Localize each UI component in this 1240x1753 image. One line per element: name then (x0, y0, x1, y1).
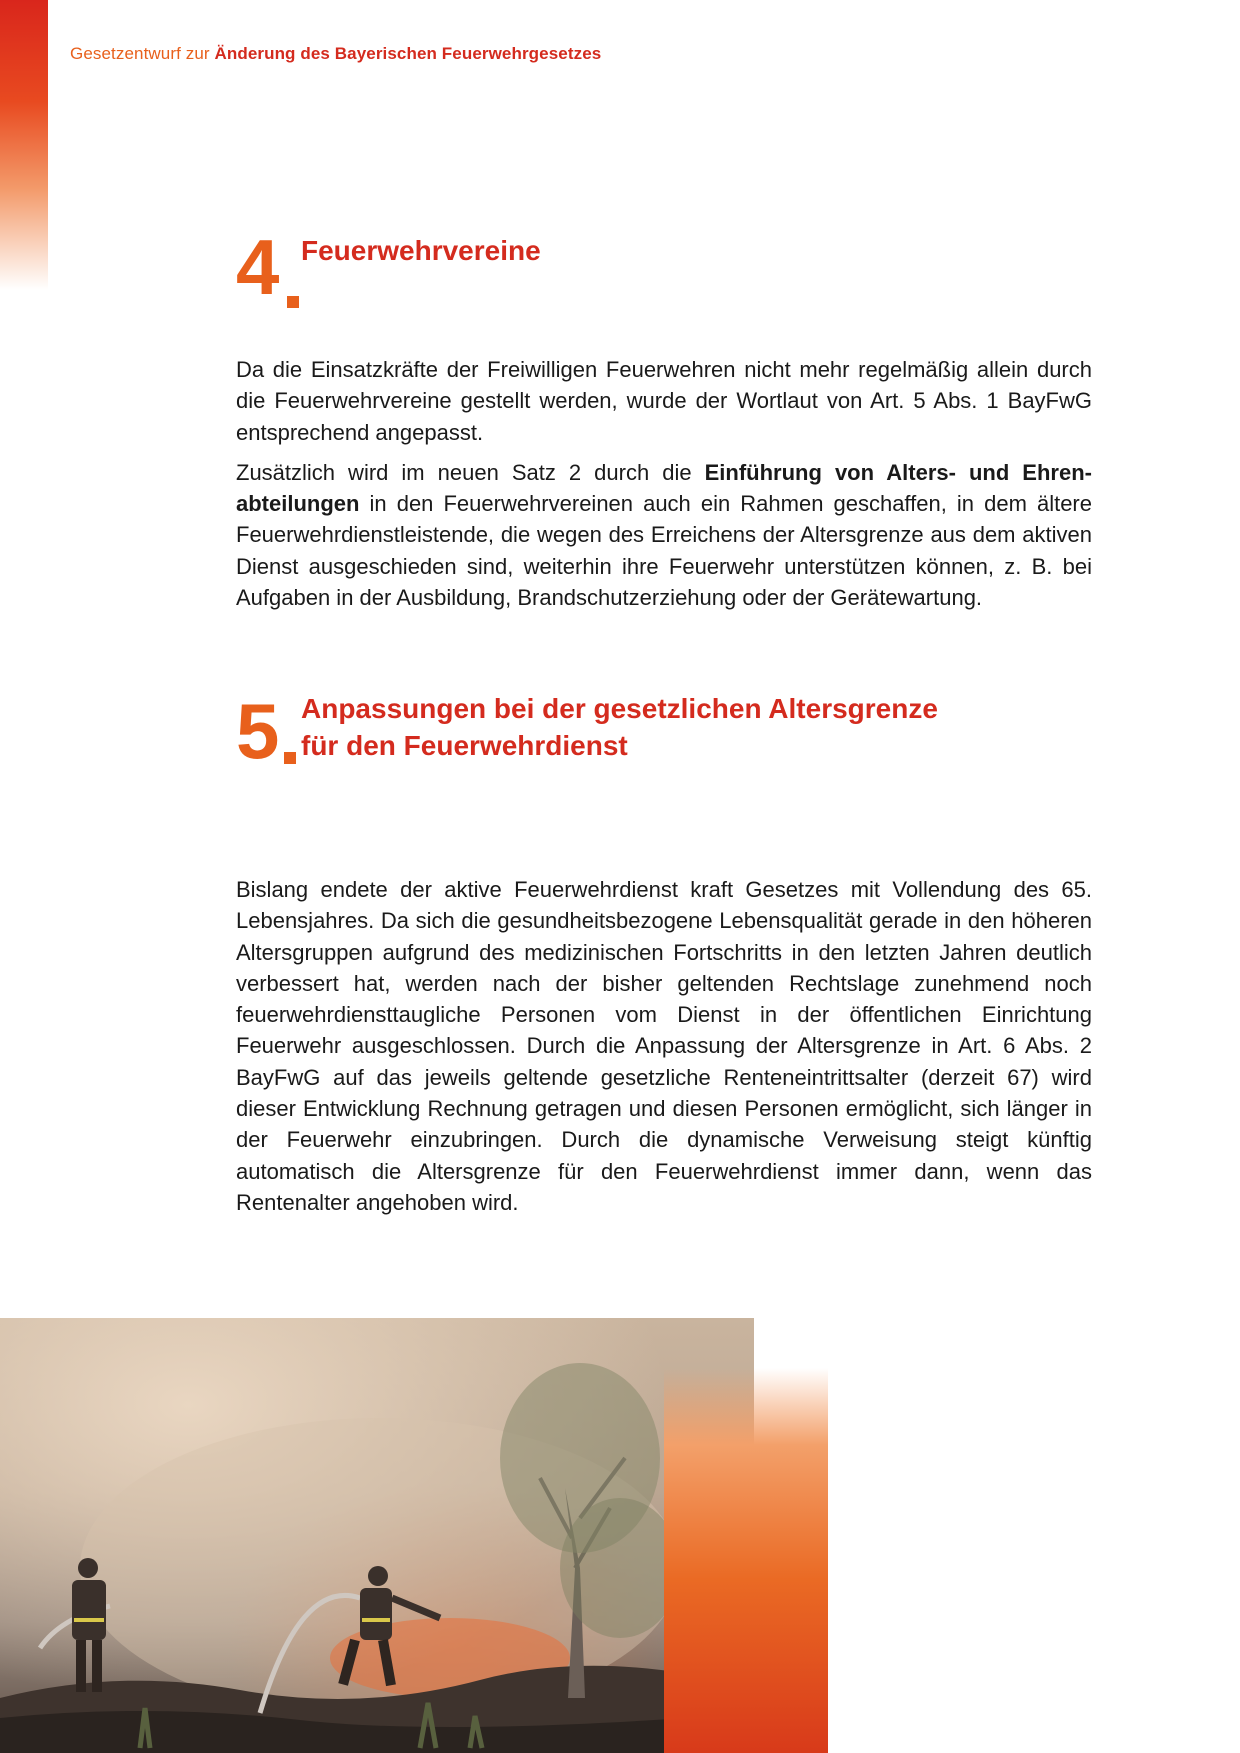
section-4-heading (236, 223, 1092, 311)
section-4 (236, 223, 1092, 622)
decorative-side-bar (0, 0, 48, 290)
section-5-title-line-1: Anpassungen bei der gesetzlichen Altersgrenze (301, 693, 938, 724)
section-5-dot (284, 752, 296, 764)
section-5-paragraph-1: Bislang endete der aktive Feuerwehrdienst kraft Gesetzes mit Vollendung des 65. Lebensjahres. Da sich die gesundheitsbezogene Lebensqualität gerade in den höheren Altersgruppen aufgrund des medizinischen Fortschritts in den letzten Jahren deutlich verbessert hat, werden nach der bisher geltenden Rechtslage zunehmend noch feuerwehrdiensttaugliche Personen vom Dienst in der öffentlichen Einrichtung Feuerwehr ausgeschlossen. Durch die Anpassung der Altersgrenze in Art. 6 Abs. 2 BayFwG auf das jeweils geltende gesetzliche Renteneintrittsalter (derzeit 67) wird dieser Entwicklung Rechnung getragen und diesen Personen ermöglicht, sich länger in der Feuerwehr einzubringen. Durch die dynamische Verweisung steigt künftig automatisch die Altersgrenze für den Feuerwehrdienst immer dann, wenn das Rentenalter angehoben wird. (236, 877, 1092, 1215)
section-4-paragraph-2-start: Zusätzlich wird im neuen Satz 2 durch die (236, 459, 705, 485)
decorative-orange-band (664, 1368, 828, 1753)
section-4-title: Feuerwehrvereine (301, 235, 541, 266)
section-4-paragraph-1: Da die Einsatzkräfte der Freiwilligen Feuerwehren nicht mehr regelmäßig allein durch die Feuerwehrvereine gestellt werden, wurde der Wortlaut von Art. 5 Abs. 1 BayFwG entsprechend angepasst. (236, 357, 1092, 445)
section-5 (236, 687, 1092, 1227)
section-4-dot (287, 296, 299, 308)
section-5-title-line-2: für den Feuerwehrdienst (301, 730, 628, 761)
section-4-number: 4 (236, 223, 278, 311)
running-header-prefix: Gesetzentwurf zur (70, 44, 215, 63)
section-4-paragraph-2-end: in den Feuerwehrvereinen auch ein Rahmen geschaffen, in dem ältere Feuerwehrdienstleistende, die wegen des Erreichens der Altersgrenze aus dem aktiven Dienst ausgeschieden sind, weiterhin ihre Feuerwehr unterstützen können, z. B. bei Aufgaben in der Ausbildung, Brandschutzerziehung oder der Gerätewartung. (236, 491, 1092, 611)
section-4-paragraph-2-bold: Einführung von Alters- und Ehrenabteilungen (236, 459, 1092, 517)
running-header (70, 44, 601, 64)
section-5-number: 5 (236, 687, 278, 775)
section-5-heading (236, 687, 1092, 776)
running-header-title: Änderung des Bayerischen Feuerwehrgesetzes (214, 44, 602, 63)
section-5-title (301, 690, 938, 764)
wildfire-photo (0, 1318, 754, 1753)
wildfire-illustration (0, 1318, 754, 1753)
section-4-paragraph-2 (236, 457, 1092, 613)
